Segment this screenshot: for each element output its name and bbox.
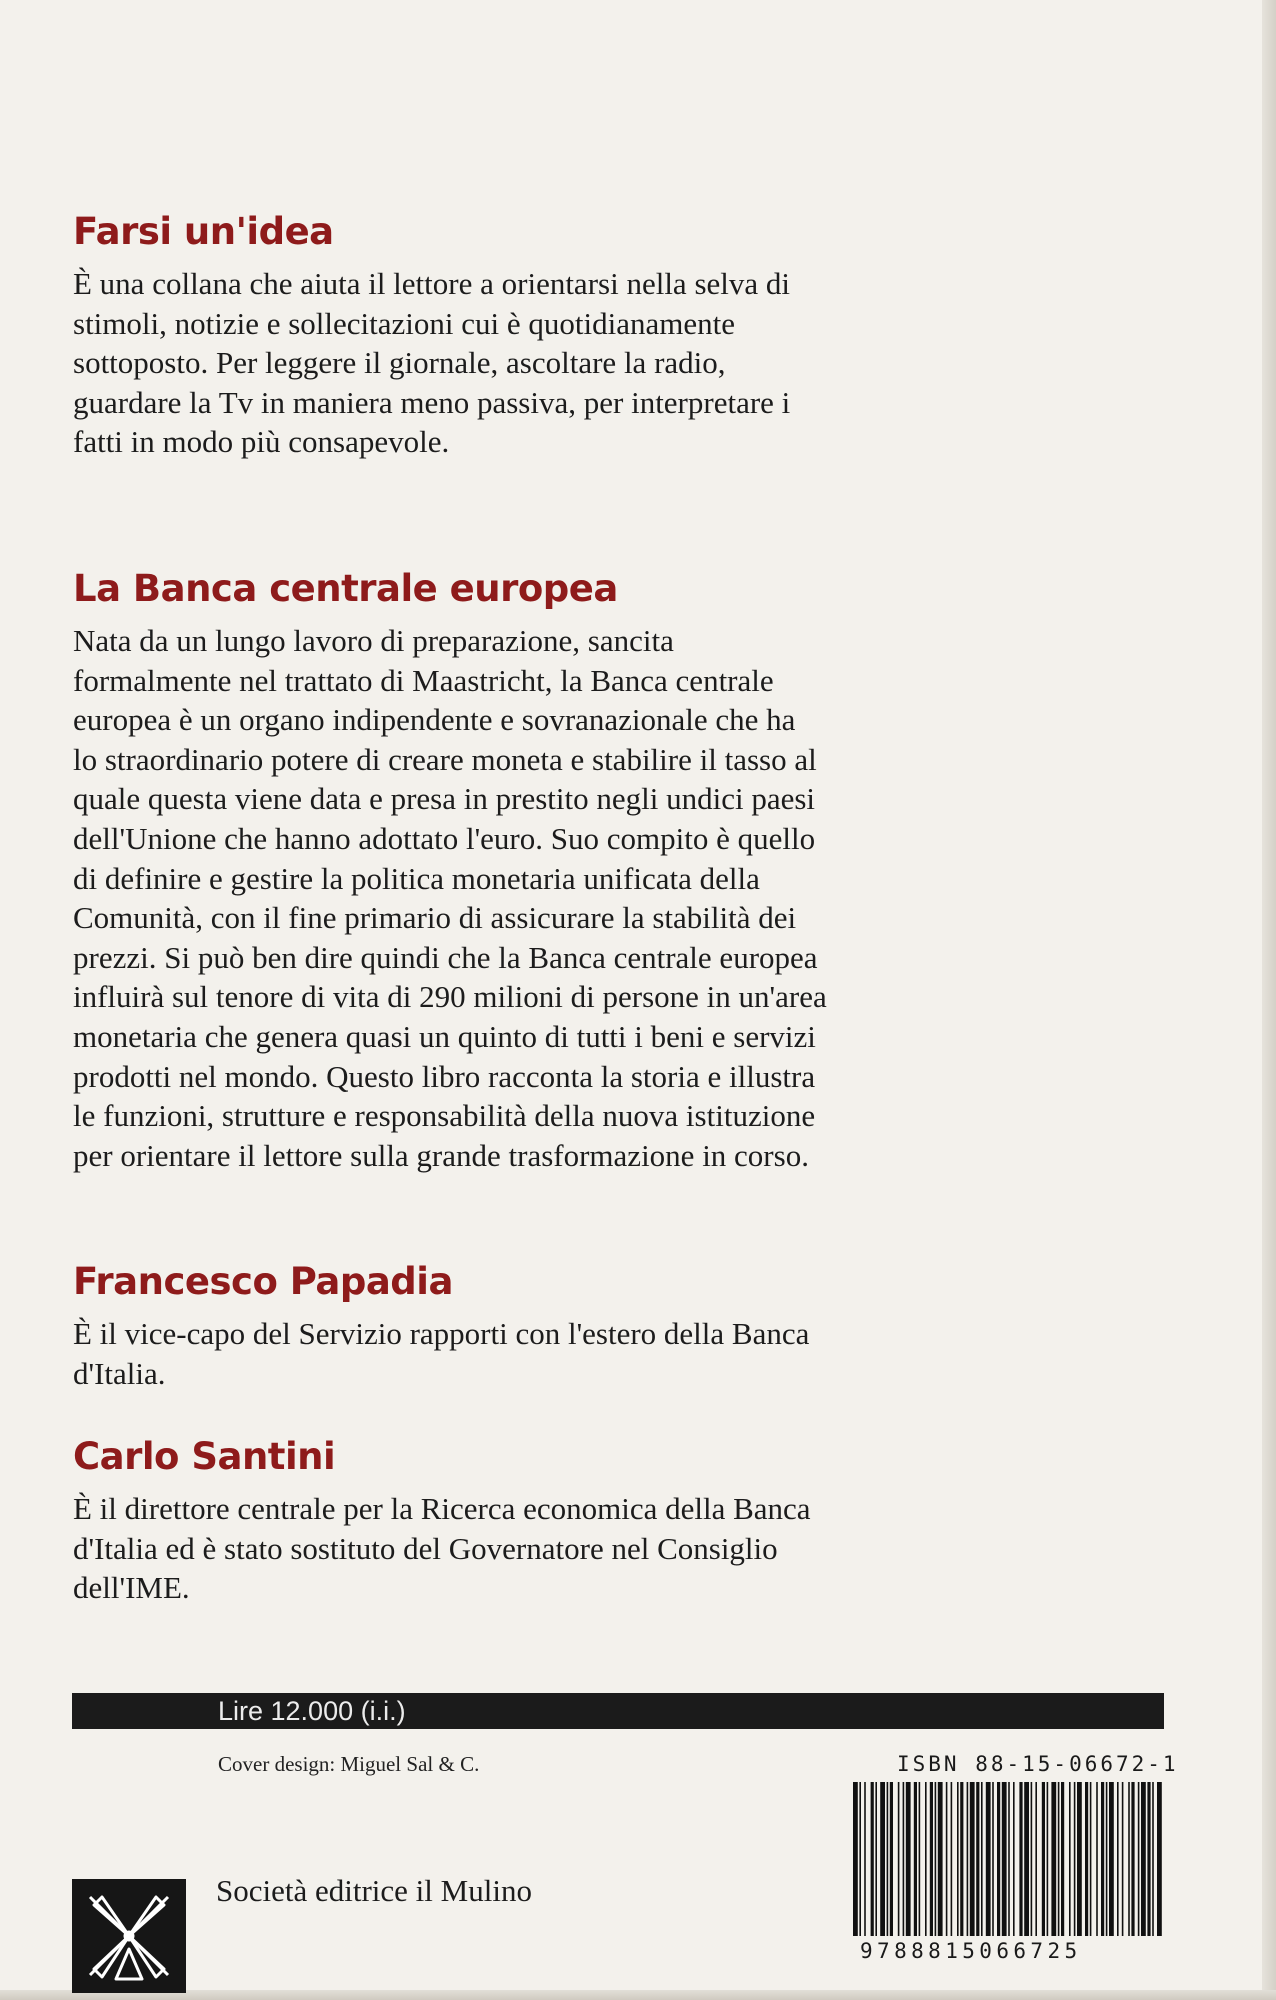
series-heading: Farsi un'idea — [73, 210, 334, 253]
barcode-bar — [1013, 1782, 1015, 1936]
series-description: È una collana che aiuta il lettore a orientarsi nella selva di stimoli, notizie e sollecitazioni cui è quotidianamente sottoposto. Per leggere il giornale, ascoltare la radio, guardare la Tv in maniera meno passiva, per interpretare i fatti in modo più consapevole. — [73, 266, 791, 460]
barcode-bar — [1035, 1782, 1037, 1936]
price-bar — [72, 1693, 1164, 1729]
barcode-bar — [970, 1782, 975, 1936]
barcode-bar — [986, 1782, 991, 1936]
price-label: Lire 12.000 (i.i.) — [218, 1696, 406, 1726]
barcode-bar — [1047, 1782, 1049, 1936]
barcode-bar — [1042, 1782, 1045, 1936]
barcode-bar — [951, 1782, 953, 1936]
barcode-bar — [1008, 1782, 1010, 1936]
author-bio: È il direttore centrale per la Ricerca economica della Banca d'Italia ed è stato sostituto del Governatore nel Consiglio dell'IME. — [73, 1491, 811, 1606]
barcode-bar — [938, 1782, 943, 1936]
barcode-bar — [1061, 1782, 1064, 1936]
author-bio: È il vice-capo del Servizio rapporti con l'estero della Banca d'Italia. — [73, 1316, 810, 1391]
barcode-bar — [880, 1782, 885, 1936]
author-section-papadia — [73, 1260, 1173, 1393]
barcode-bar — [1074, 1782, 1076, 1936]
barcode-digits: 9788815066725 — [860, 1939, 1082, 1963]
barcode-bar — [903, 1782, 905, 1936]
barcode-bar — [1051, 1782, 1056, 1936]
barcode-bar — [871, 1782, 874, 1936]
barcode-bar — [1157, 1782, 1162, 1936]
barcode-bar — [1085, 1782, 1088, 1936]
barcode-bar — [930, 1782, 933, 1936]
barcode-bar — [1031, 1782, 1033, 1936]
barcode-bar — [1128, 1782, 1130, 1936]
book-description: Nata da un lungo lavoro di preparazione, sancita formalmente nel trattato di Maastricht, la Banca centrale europea è un organo indipendente e sovranazionale che ha lo straordinario potere di creare moneta e stabilire il tasso al quale questa viene data e presa in prestito negli undici paesi dell'Unione che hanno adottato l'euro. Suo compito è quello di definire e gestire la politica monetaria unificata della Comunità, con il fine primario di assicurare la stabilità dei prezzi. Si può ben dire quindi che la Banca centrale europea influirà sul tenore di vita di 290 milioni di persone in un'area monetaria che genera quasi un quinto di tutti i beni e servizi prodotti nel mondo. Questo libro racconta la storia e illustra le funzioni, strutture e responsabilità della nuova istituzione per orientare il lettore sulla grande trasformazione in corso. — [73, 623, 827, 1173]
book-title-heading: La Banca centrale europea — [73, 567, 618, 610]
barcode-bar — [1131, 1782, 1134, 1936]
author-name: Francesco Papadia — [73, 1260, 453, 1303]
windmill-icon — [72, 1879, 186, 1993]
barcode-bar — [935, 1782, 937, 1936]
barcode-bar — [946, 1782, 948, 1936]
barcode-bar — [960, 1782, 963, 1936]
barcode-bar — [890, 1782, 893, 1936]
barcode-bar — [919, 1782, 921, 1936]
page-edge-right — [1262, 0, 1276, 2000]
series-section — [73, 210, 1173, 462]
barcode-bar — [1024, 1782, 1029, 1936]
barcode-bar — [1106, 1782, 1108, 1936]
barcode-bar — [859, 1782, 861, 1936]
book-section — [73, 567, 1173, 1175]
barcode-bar — [1101, 1782, 1104, 1936]
barcode-bar — [1147, 1782, 1150, 1936]
barcode-bar — [992, 1782, 994, 1936]
barcode-bar — [1090, 1782, 1092, 1936]
barcode-bar — [898, 1782, 900, 1936]
barcode-bar — [1141, 1782, 1146, 1936]
barcode-bar — [976, 1782, 979, 1936]
barcode-bar — [1122, 1782, 1124, 1936]
barcode-bar — [957, 1782, 959, 1936]
isbn-label: ISBN 88-15-06672-1 — [897, 1752, 1179, 1776]
barcode-bar — [906, 1782, 911, 1936]
barcode-icon — [851, 1782, 1166, 1936]
barcode-bar — [981, 1782, 983, 1936]
barcode-bar — [1096, 1782, 1098, 1936]
author-section-santini — [73, 1435, 1173, 1608]
barcode-bar — [1058, 1782, 1060, 1936]
windmill-logo-graphic — [72, 1879, 186, 1993]
barcode-bar — [1109, 1782, 1114, 1936]
barcode-bar — [875, 1782, 877, 1936]
barcode-bar — [914, 1782, 917, 1936]
page-edge-bottom — [0, 1990, 1276, 2000]
publisher-name: Società editrice il Mulino — [216, 1873, 532, 1908]
barcode-bar — [1002, 1782, 1007, 1936]
author-name: Carlo Santini — [73, 1435, 336, 1478]
barcode-bar — [853, 1782, 858, 1936]
cover-design-credit: Cover design: Miguel Sal & C. — [218, 1752, 480, 1776]
barcode-bar — [1152, 1782, 1154, 1936]
barcode-bar — [967, 1782, 969, 1936]
barcode-bar — [864, 1782, 866, 1936]
barcode-bar — [1019, 1782, 1022, 1936]
barcode-bar — [997, 1782, 1000, 1936]
barcode-bar — [1077, 1782, 1082, 1936]
barcode-bar — [1117, 1782, 1119, 1936]
barcode-bar — [887, 1782, 889, 1936]
barcode-bar — [1138, 1782, 1140, 1936]
barcode-bar — [1069, 1782, 1071, 1936]
barcode-bar — [925, 1782, 927, 1936]
